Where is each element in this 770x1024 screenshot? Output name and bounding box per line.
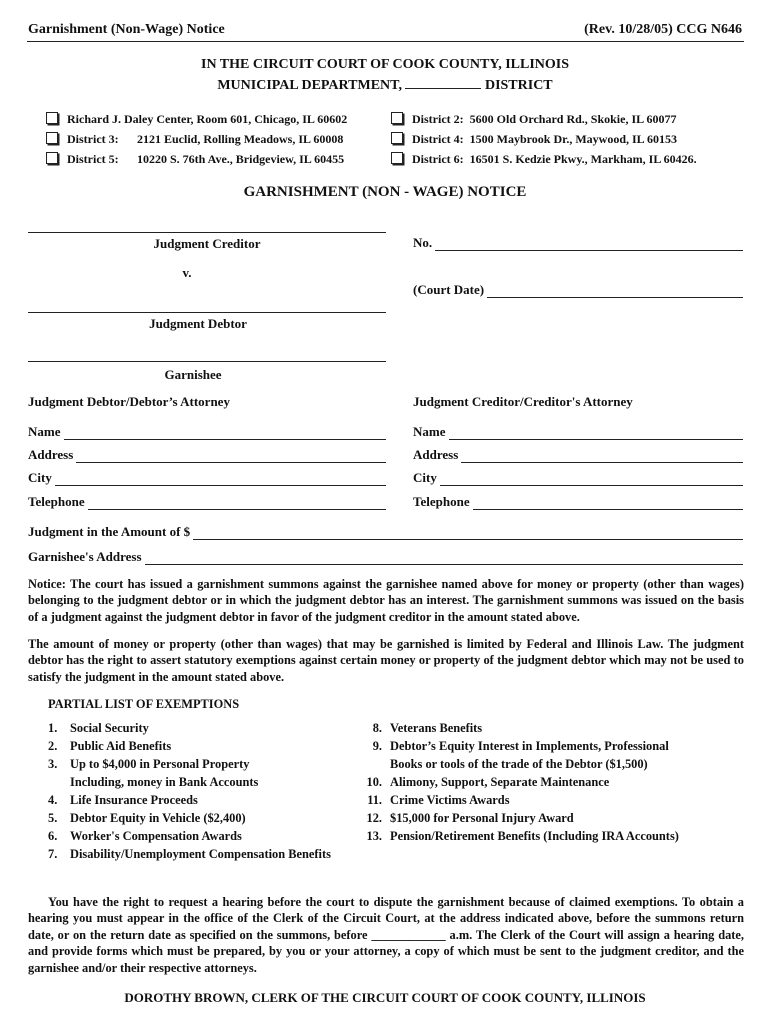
exemption-text: Debtor’s Equity Interest in Implements, Professional	[390, 739, 669, 753]
exemption-text: Veterans Benefits	[390, 721, 483, 735]
exemption-number: 5.	[48, 811, 58, 825]
location-address: 5600 Old Orchard Rd., Skokie, IL 60077	[469, 112, 677, 126]
creditor-address-input[interactable]	[461, 451, 743, 463]
exemption-item	[48, 757, 249, 772]
creditor-attorney-heading: Judgment Creditor/Creditor's Attorney	[413, 394, 633, 409]
location-option-district-5[interactable]	[46, 152, 344, 167]
exemption-number: 3.	[48, 757, 58, 771]
creditor-telephone-input[interactable]	[473, 498, 743, 510]
hearing-time-blank[interactable]: ____________	[371, 927, 446, 942]
exemption-text: Debtor Equity in Vehicle ($2,400)	[70, 811, 246, 825]
exemptions-heading: PARTIAL LIST OF EXEMPTIONS	[48, 697, 240, 711]
creditor-telephone-field[interactable]	[413, 494, 743, 510]
case-number-label: No.	[413, 235, 433, 250]
exemption-item	[352, 739, 669, 754]
exemption-item	[48, 793, 198, 808]
exemption-text: Disability/Unemployment Compensation Benefits	[70, 847, 331, 861]
exemption-number: 12.	[366, 811, 382, 825]
debtor-telephone-field[interactable]	[28, 494, 386, 510]
location-district: District 5:	[67, 152, 119, 166]
field-label: Name	[28, 424, 61, 439]
district-label: DISTRICT	[484, 78, 553, 93]
hearing-text-2: a.m. The Clerk of the Court will assign a hearing date, and provide forms which must be prepared, by you or your attorney, a copy of which must be sent to the judgment creditor, and the garnishee and/or their respective attorneys.	[28, 927, 745, 975]
location-address: 1500 Maybrook Dr., Maywood, IL 60153	[469, 132, 678, 146]
exemption-item	[48, 739, 171, 754]
exemption-item	[48, 811, 246, 826]
checkbox-icon[interactable]	[46, 112, 58, 124]
debtor-city-field[interactable]	[28, 470, 386, 486]
location-district: District 4:	[412, 132, 464, 146]
garnishee-line[interactable]	[28, 361, 386, 362]
location-option-daley[interactable]	[46, 112, 347, 127]
location-district: District 2:	[412, 112, 464, 126]
header-rule	[27, 41, 744, 42]
creditor-city-input[interactable]	[440, 474, 743, 486]
exemption-item	[48, 847, 331, 862]
exemption-number: 9.	[372, 739, 382, 753]
judgment-amount-input[interactable]	[193, 528, 743, 540]
court-date-label: (Court Date)	[413, 282, 485, 297]
location-address: 10220 S. 76th Ave., Bridgeview, IL 60455	[137, 152, 345, 166]
exemption-item	[352, 775, 609, 790]
court-date-input[interactable]	[487, 286, 743, 298]
judgment-creditor-label: Judgment Creditor	[153, 236, 261, 251]
debtor-telephone-input[interactable]	[88, 498, 386, 510]
notice-title: GARNISHMENT (NON - WAGE) NOTICE	[243, 184, 527, 200]
exemption-item	[352, 757, 648, 772]
field-label: City	[28, 470, 52, 485]
form-title: Garnishment (Non-Wage) Notice	[28, 22, 225, 37]
field-label: Address	[28, 447, 74, 462]
garnishee-address-field[interactable]	[28, 549, 743, 565]
exemption-number: 6.	[48, 829, 58, 843]
limit-paragraph: The amount of money or property (other than wages) that may be garnished is limited by Federal and Illinois Law. The judgment debtor has the right to assert statutory exemptions against certain money or property of the judgment debtor which may not be used to satisfy the judgment in the amount stated above.	[28, 637, 744, 684]
judgment-debtor-label: Judgment Debtor	[149, 316, 247, 331]
case-number-input[interactable]	[435, 239, 743, 251]
exemption-item	[48, 829, 242, 844]
exemption-text: Books or tools of the trade of the Debtor ($1,500)	[390, 757, 648, 771]
hearing-paragraph	[28, 894, 744, 976]
debtor-attorney-heading: Judgment Debtor/Debtor’s Attorney	[28, 394, 230, 409]
court-department	[0, 76, 770, 94]
exemption-item	[352, 829, 679, 844]
department-label: MUNICIPAL DEPARTMENT,	[217, 78, 402, 93]
exemption-text: Worker's Compensation Awards	[70, 829, 242, 843]
location-address: 2121 Euclid, Rolling Meadows, IL 60008	[137, 132, 344, 146]
debtor-city-input[interactable]	[55, 474, 386, 486]
exemption-text: Life Insurance Proceeds	[70, 793, 198, 807]
judgment-amount-field[interactable]	[28, 524, 743, 540]
exemption-number: 10.	[366, 775, 382, 789]
field-label: City	[413, 470, 437, 485]
judgment-creditor-line[interactable]	[28, 232, 386, 233]
exemption-item	[48, 775, 258, 790]
field-label: Address	[413, 447, 459, 462]
location-district: District 3:	[67, 132, 119, 146]
creditor-name-input[interactable]	[449, 428, 744, 440]
creditor-address-field[interactable]	[413, 447, 743, 463]
field-label: Telephone	[28, 494, 85, 509]
exemption-number: 8.	[372, 721, 382, 735]
court-date-field[interactable]	[413, 282, 743, 298]
garnishee-address-label: Garnishee's Address	[28, 549, 142, 564]
exemption-number: 1.	[48, 721, 58, 735]
garnishee-address-input[interactable]	[145, 553, 743, 565]
checkbox-icon[interactable]	[46, 152, 58, 164]
versus-label: v.	[182, 265, 192, 280]
exemption-text: Pension/Retirement Benefits (Including IRA Accounts)	[390, 829, 679, 843]
exemption-text: $15,000 for Personal Injury Award	[390, 811, 574, 825]
clerk-footer: DOROTHY BROWN, CLERK OF THE CIRCUIT COURT OF COOK COUNTY, ILLINOIS	[124, 990, 646, 1005]
hearing-text-1: You have the right to request a hearing before the court to dispute the garnishment because of claimed exemptions. To obtain a hearing you must appear in the office of the Clerk of the Circuit Court, at the address indicated above, before the summons return date, or on the return date as specified on the summons, before	[28, 895, 744, 942]
exemption-number: 7.	[48, 847, 58, 861]
exemption-text: Public Aid Benefits	[70, 739, 172, 753]
exemption-text: Social Security	[70, 721, 149, 735]
exemption-text: Up to $4,000 in Personal Property	[70, 757, 250, 771]
location-option-district-6[interactable]	[391, 152, 697, 167]
exemption-item	[48, 721, 149, 736]
judgment-amount-label: Judgment in the Amount of $	[28, 524, 191, 539]
location-address: 16501 S. Kedzie Pkwy., Markham, IL 60426.	[469, 152, 697, 166]
exemption-item	[352, 811, 574, 826]
creditor-name-field[interactable]	[413, 424, 743, 440]
debtor-name-field[interactable]	[28, 424, 386, 440]
court-name: IN THE CIRCUIT COURT OF COOK COUNTY, ILLINOIS	[201, 57, 569, 72]
field-label: Name	[413, 424, 446, 439]
checkbox-icon[interactable]	[391, 132, 403, 144]
checkbox-icon[interactable]	[46, 132, 58, 144]
debtor-name-input[interactable]	[64, 428, 387, 440]
judgment-debtor-line[interactable]	[28, 312, 386, 313]
checkbox-icon[interactable]	[391, 152, 403, 164]
location-option-district-3[interactable]	[46, 132, 343, 147]
location-option-district-2[interactable]	[391, 112, 676, 127]
notice-paragraph: Notice: The court has issued a garnishment summons against the garnishee named above for money or property (other than wages) belonging to the judgment debtor or in which the judgment debtor has an interest. The garnishment summons was issued on the basis of a judgment against the judgment debtor in favor of the judgment creditor in the amount stated above.	[28, 577, 744, 624]
exemption-number: 13.	[366, 829, 382, 843]
case-number-field[interactable]	[413, 235, 743, 251]
location-option-district-4[interactable]	[391, 132, 677, 147]
exemption-text: Alimony, Support, Separate Maintenance	[390, 775, 610, 789]
exemption-item	[352, 793, 510, 808]
exemption-number: 4.	[48, 793, 58, 807]
creditor-city-field[interactable]	[413, 470, 743, 486]
district-blank[interactable]	[405, 76, 481, 89]
exemption-number: 2.	[48, 739, 58, 753]
debtor-address-field[interactable]	[28, 447, 386, 463]
exemption-text: Including, money in Bank Accounts	[70, 775, 259, 789]
exemption-item	[352, 721, 482, 736]
field-label: Telephone	[413, 494, 470, 509]
garnishee-label: Garnishee	[164, 367, 222, 382]
form-revision: (Rev. 10/28/05) CCG N646	[584, 22, 742, 37]
exemption-text: Crime Victims Awards	[390, 793, 510, 807]
location-district: District 6:	[412, 152, 464, 166]
debtor-address-input[interactable]	[76, 451, 386, 463]
exemption-number: 11.	[367, 793, 382, 807]
checkbox-icon[interactable]	[391, 112, 403, 124]
location-label: Richard J. Daley Center, Room 601, Chicago, IL 60602	[67, 112, 348, 126]
